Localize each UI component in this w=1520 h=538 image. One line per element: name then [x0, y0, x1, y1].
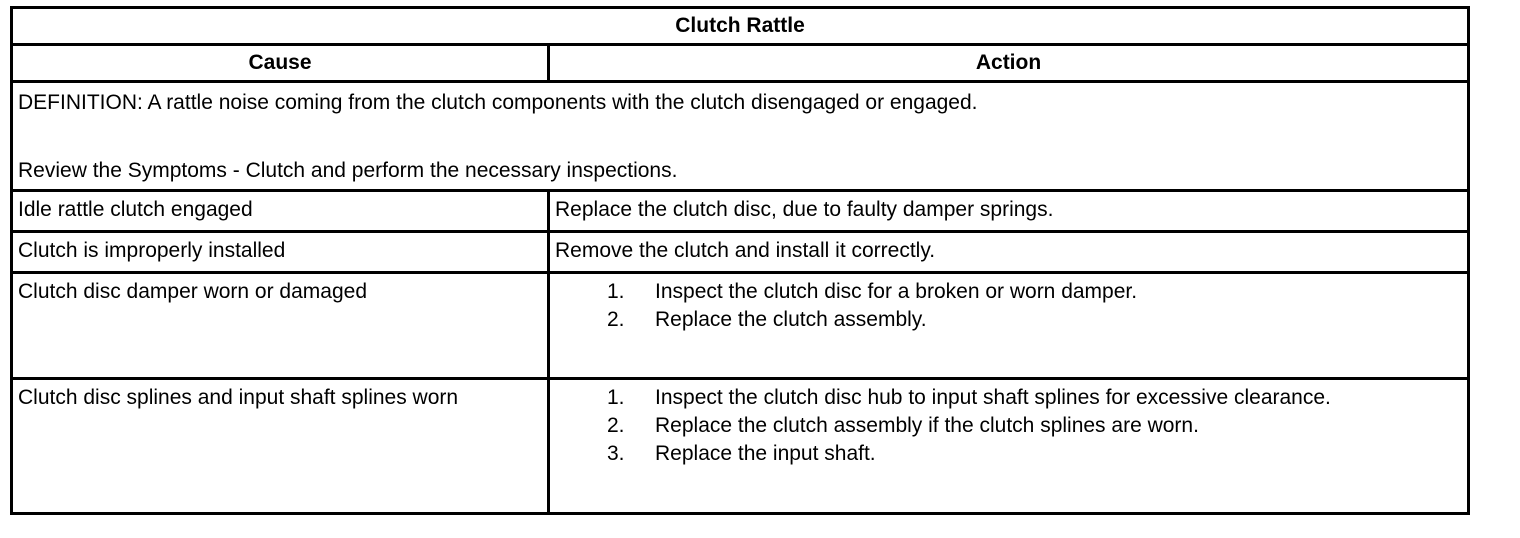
clutch-rattle-table: [10, 6, 1470, 515]
step-number: 1.: [607, 280, 625, 303]
table-row: [12, 191, 1469, 232]
step-text: Inspect the clutch disc hub to input shaft splines for excessive clearance.: [655, 386, 1331, 409]
action-step: [555, 384, 1462, 412]
definition-cell: [12, 82, 1469, 191]
step-number: 2.: [607, 308, 625, 331]
step-number: 2.: [607, 414, 625, 437]
action-step: [555, 278, 1462, 306]
action-step: [555, 306, 1462, 334]
header-action: Action: [549, 45, 1469, 82]
cause-cell: Idle rattle clutch engaged: [12, 191, 549, 232]
step-text: Replace the clutch assembly.: [655, 308, 927, 331]
header-cause: Cause: [12, 45, 549, 82]
action-cell: [549, 379, 1469, 514]
step-number: 3.: [607, 442, 625, 465]
cause-cell: Clutch disc splines and input shaft splines worn: [12, 379, 549, 514]
table-row: [12, 273, 1469, 379]
definition-text: DEFINITION: A rattle noise coming from the clutch components with the clutch disengaged or engaged.: [18, 91, 978, 114]
table-row: [12, 379, 1469, 514]
table-title: Clutch Rattle: [12, 8, 1469, 45]
step-number: 1.: [607, 386, 625, 409]
review-instruction: Review the Symptoms - Clutch and perform the necessary inspections.: [18, 159, 678, 182]
action-cell: Remove the clutch and install it correctly.: [549, 232, 1469, 273]
cause-cell: Clutch is improperly installed: [12, 232, 549, 273]
step-text: Inspect the clutch disc for a broken or worn damper.: [655, 280, 1138, 303]
step-text: Replace the clutch assembly if the clutch splines are worn.: [655, 414, 1199, 437]
action-step: [555, 412, 1462, 440]
table-row: [12, 232, 1469, 273]
cause-cell: Clutch disc damper worn or damaged: [12, 273, 549, 379]
step-text: Replace the input shaft.: [655, 442, 876, 465]
action-steps: [555, 278, 1462, 334]
action-cell: [549, 273, 1469, 379]
action-cell: Replace the clutch disc, due to faulty damper springs.: [549, 191, 1469, 232]
action-steps: [555, 384, 1462, 468]
action-step: [555, 440, 1462, 468]
